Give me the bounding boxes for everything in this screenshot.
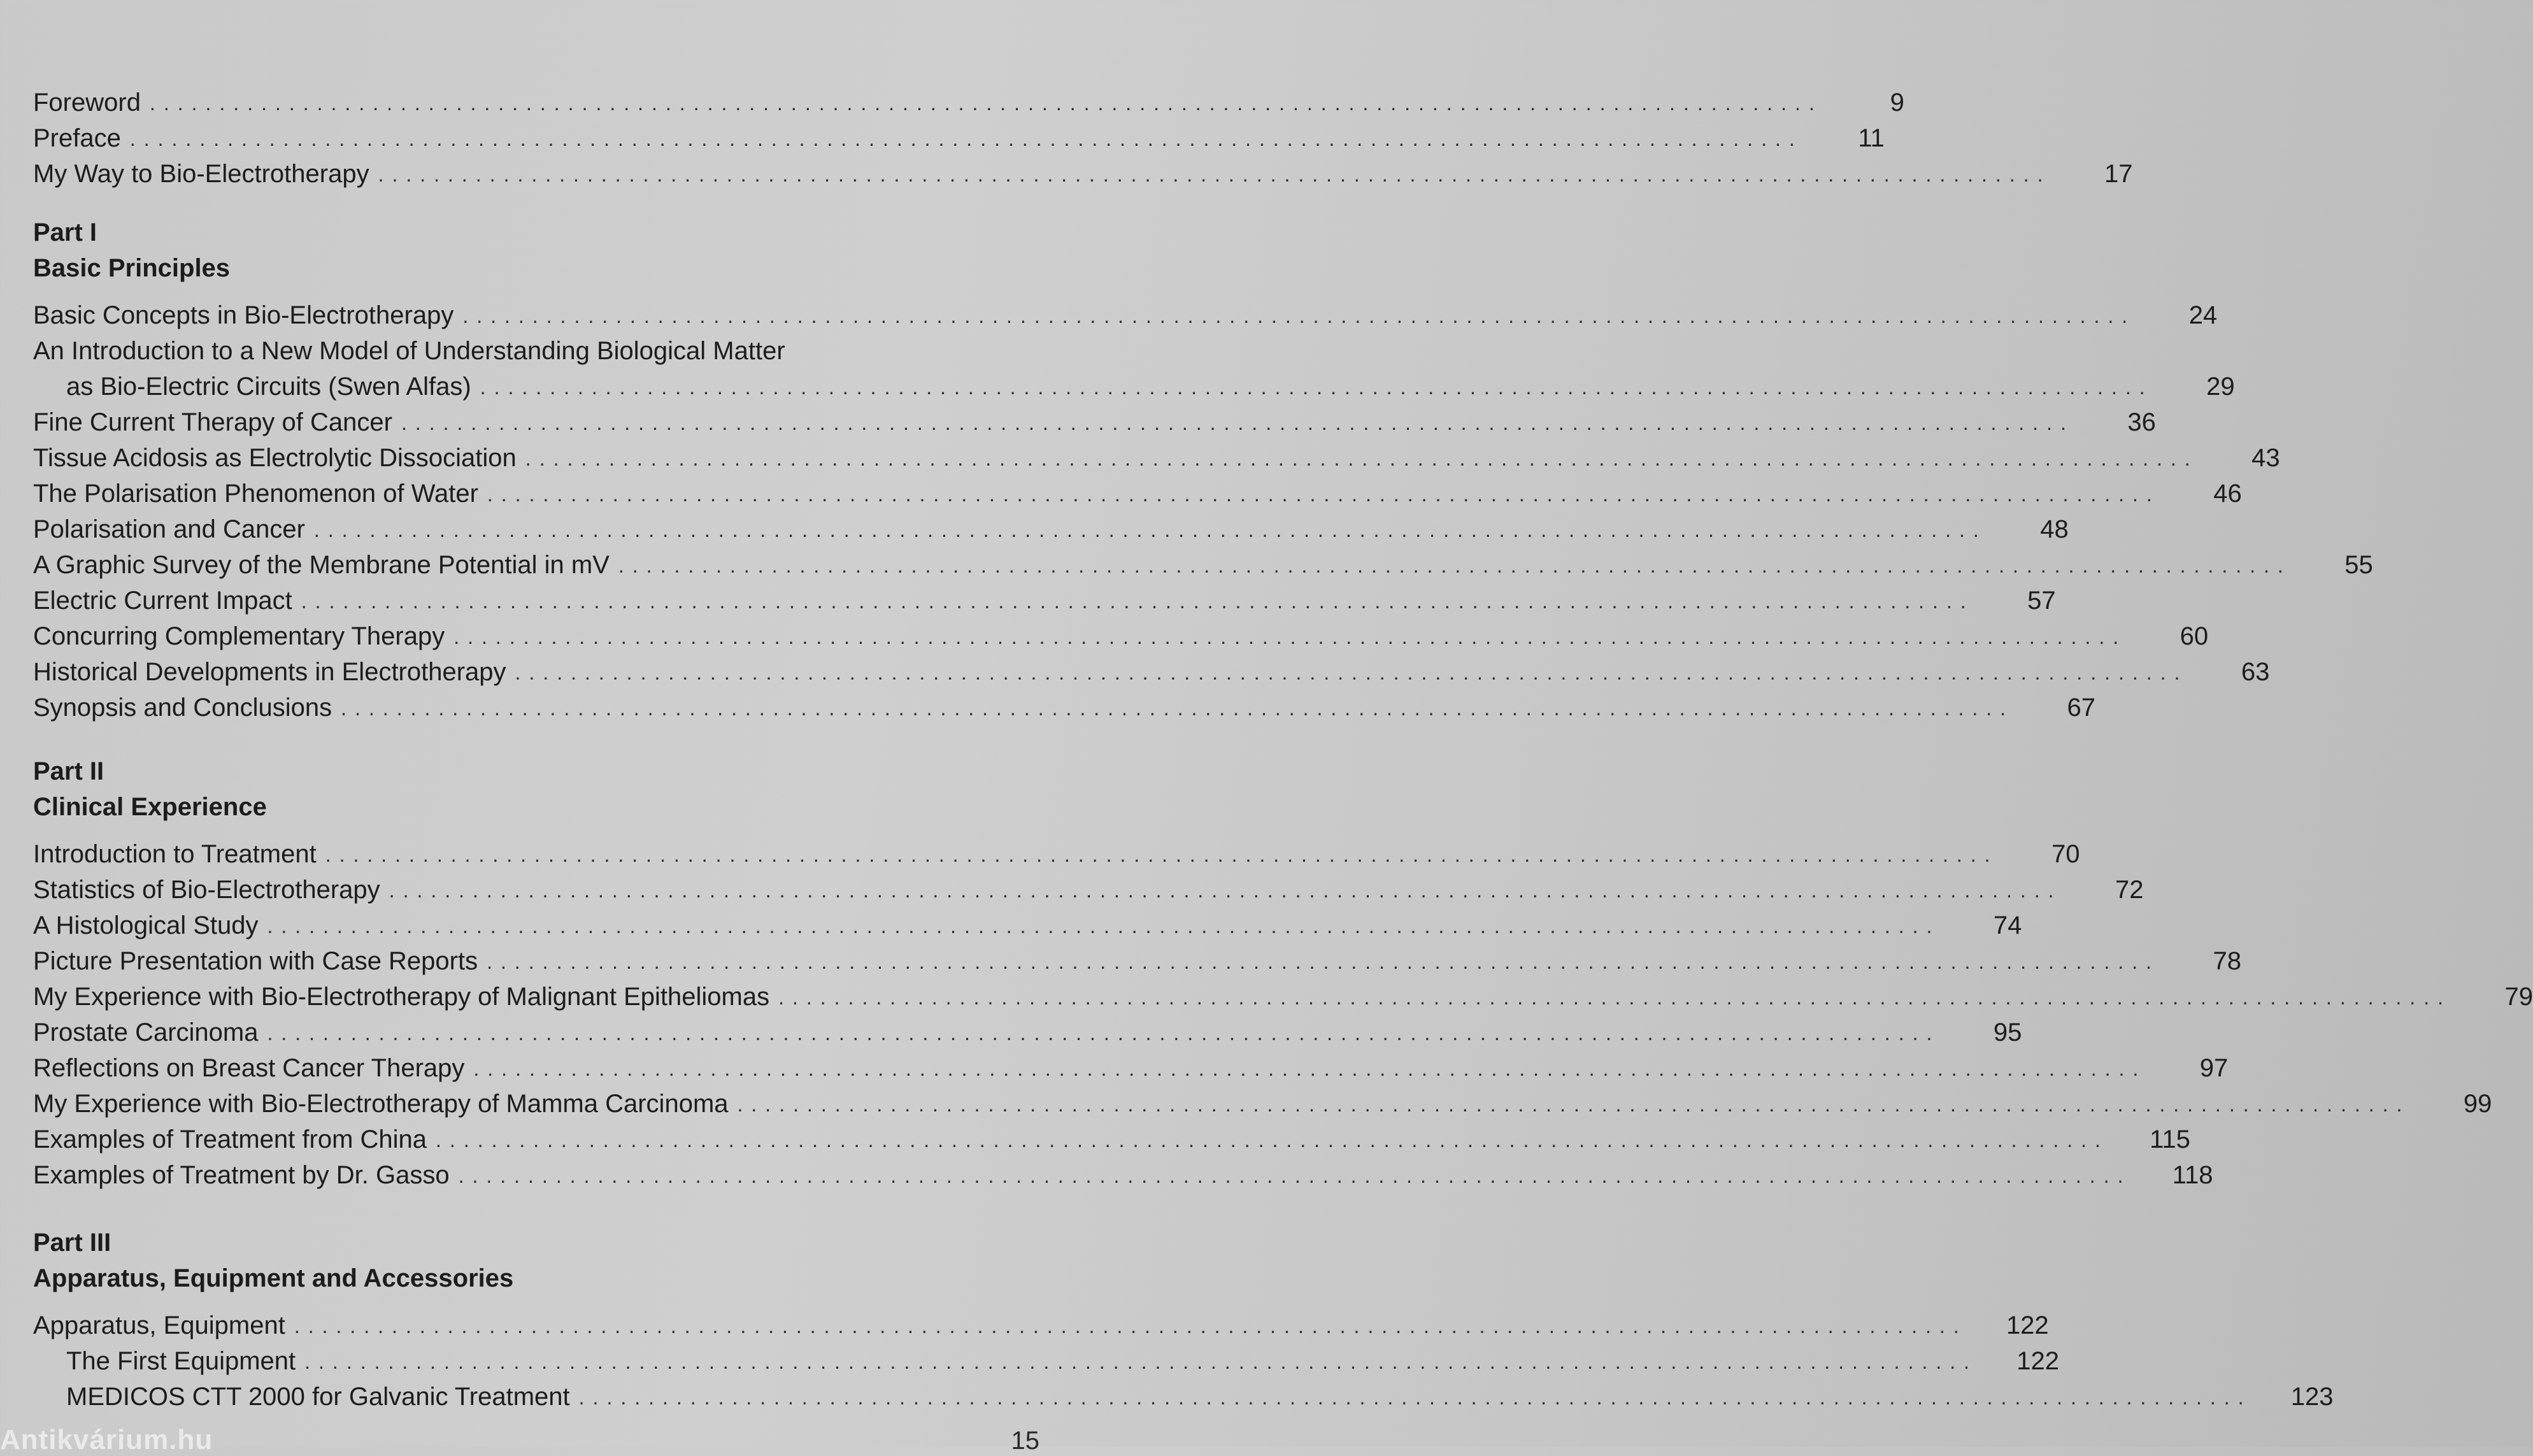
entry-title: A Histological Study [33,911,259,939]
watermark: Antikvárium.hu [0,1424,213,1455]
toc-entry[interactable] [33,977,2533,1013]
entry-title: MEDICOS CTT 2000 for Galvanic Treatment [66,1383,570,1411]
entry-page: 9 [1890,89,1904,117]
toc-entry[interactable] [33,296,2218,331]
toc-entry[interactable] [33,331,794,367]
leader-dots: ........................................................................................................................ [313,518,1987,541]
entry-page: 63 [2241,658,2270,686]
toc-entry[interactable] [33,870,2144,906]
entry-title: The Polarisation Phenomenon of Water [33,480,478,508]
leader-dots: ........................................................................................................................ [301,590,1974,613]
leader-dots: ........................................................................................................................ [473,1057,2147,1080]
entry-title: Synopsis and Conclusions [33,694,332,722]
leader-dots: ........................................................................................................................ [618,554,2292,577]
toc-entry-preface[interactable] [33,118,1885,154]
toc-entry[interactable] [33,1013,2022,1048]
toc-entry[interactable] [33,652,2270,688]
leader-dots: ........................................................................................................................ [525,447,2199,470]
entry-title: Examples of Treatment by Dr. Gasso [33,1161,450,1189]
entry-title: Picture Presentation with Case Reports [33,947,478,975]
leader-dots: ........................................................................................................................ [378,163,2051,186]
entry-page: 78 [2213,947,2241,975]
leader-dots: ........................................................................................................................ [267,1022,1941,1045]
entry-page: 74 [1993,911,2022,939]
entry-title: Polarisation and Cancer [33,515,305,543]
entry-page: 55 [2344,551,2373,579]
entry-title: My Experience with Bio-Electrotherapy of Malignant Epitheliomas [33,983,770,1011]
leader-dots: ........................................................................................................................ [487,483,2160,506]
entry-page: 43 [2251,444,2280,472]
toc-entry[interactable] [33,1120,2190,1155]
part3-name: Apparatus, Equipment and Accessories [33,1264,514,1292]
entry-page: 11 [1858,124,1885,152]
toc-entry[interactable] [33,545,2373,581]
part2-label: Part II [33,757,104,785]
toc-entry[interactable] [33,1306,2049,1341]
entry-page: 29 [2206,373,2235,401]
entry-title: as Bio-Electric Circuits (Swen Alfas) [66,373,471,401]
entry-page: 118 [2172,1161,2213,1189]
leader-dots: ........................................................................................................................ [389,879,2062,902]
entry-title: Tissue Acidosis as Electrolytic Dissociation [33,444,517,472]
leader-dots: ........................................................................................................................ [129,127,1803,150]
entry-title: Electric Current Impact [33,587,292,615]
folio-number: 15 [1011,1427,1039,1455]
leader-dots: ........................................................................................................................ [325,843,1999,866]
toc-entry[interactable] [33,438,2280,474]
entry-title: My Way to Bio-Electrotherapy [33,160,369,188]
entry-page: 36 [2127,408,2156,436]
entry-page: 123 [2290,1383,2334,1411]
entry-title: Examples of Treatment from China [33,1125,427,1153]
entry-title: The First Equipment [66,1347,296,1375]
entry-title: Reflections on Breast Cancer Therapy [33,1054,465,1082]
toc-entry[interactable] [33,941,2241,977]
entry-page: 115 [2150,1125,2190,1153]
toc-entry[interactable] [66,1341,2060,1377]
entry-title: Preface [33,124,121,152]
toc-entry[interactable] [66,367,2235,403]
entry-page: 99 [2463,1090,2492,1118]
entry-title: Statistics of Bio-Electrotherapy [33,876,380,904]
entry-title: Foreword [33,89,141,117]
toc-entry[interactable] [33,834,2080,870]
leader-dots: ........................................................................................................................ [487,950,2160,973]
leader-dots: ........................................................................................................................ [304,1350,1978,1373]
leader-dots: ........................................................................................................................ [341,697,2015,720]
leader-dots: ........................................................................................................................ [578,1386,2252,1409]
entry-title: Fine Current Therapy of Cancer [33,408,392,436]
entry-page: 60 [2180,622,2209,650]
toc-entry[interactable] [33,403,2156,438]
toc-entry[interactable] [33,1155,2213,1191]
entry-page: 79 [2504,983,2533,1011]
toc-entry[interactable] [33,510,2069,545]
toc-entry-my-way[interactable] [33,154,2133,190]
leader-dots: ........................................................................................................................ [737,1093,2411,1116]
part2-name: Clinical Experience [33,793,267,821]
entry-page: 97 [2199,1054,2229,1082]
toc-entry[interactable] [33,1048,2229,1084]
entry-page: 122 [2016,1347,2060,1375]
entry-page: 95 [1993,1018,2022,1046]
entry-page: 70 [2051,840,2080,868]
leader-dots: ........................................................................................................................ [480,376,2153,399]
part3-label: Part III [33,1229,111,1257]
toc-entry-foreword[interactable] [33,83,1904,118]
entry-title: A Graphic Survey of the Membrane Potential in mV [33,551,610,579]
leader-dots: ........................................................................................................................ [458,1164,2132,1187]
entry-page: 57 [2027,587,2056,615]
entry-page: 17 [2104,160,2133,188]
leader-dots: ........................................................................................................................ [401,411,2074,434]
leader-dots: ........................................................................................................................ [778,986,2451,1009]
entry-title: Apparatus, Equipment [33,1311,285,1339]
entry-page: 122 [2006,1311,2049,1339]
toc-entry[interactable] [33,474,2242,510]
entry-title: Prostate Carcinoma [33,1018,259,1046]
leader-dots: ........................................................................................................................ [294,1315,1967,1338]
toc-entry[interactable] [33,906,2022,941]
entry-title: Concurring Complementary Therapy [33,622,445,650]
entry-title: Introduction to Treatment [33,840,317,868]
entry-page: 24 [2188,301,2218,329]
leader-dots: ........................................................................................................................ [149,92,1823,115]
entry-title: Historical Developments in Electrotherapy [33,658,506,686]
leader-dots: ........................................................................................................................ [462,304,2136,327]
leader-dots: ........................................................................................................................ [436,1129,2109,1152]
entry-page: 48 [2040,515,2069,543]
entry-page: 72 [2115,876,2144,904]
toc-entry[interactable] [33,1084,2492,1120]
part1-label: Part I [33,218,97,246]
entry-page: 46 [2213,480,2242,508]
toc-entry[interactable] [33,617,2209,652]
leader-dots: ........................................................................................................................ [453,625,2127,648]
leader-dots: ........................................................................................................................ [515,661,2188,684]
entry-title: An Introduction to a New Model of Understanding Biological Matter [33,337,785,365]
leader-dots: ........................................................................................................................ [267,915,1941,938]
part1-name: Basic Principles [33,254,231,282]
entry-page: 67 [2067,694,2096,722]
toc-entry[interactable] [66,1377,2334,1413]
entry-title: My Experience with Bio-Electrotherapy of Mamma Carcinoma [33,1090,729,1118]
toc-entry[interactable] [33,581,2056,617]
toc-entry[interactable] [33,688,2096,724]
entry-title: Basic Concepts in Bio-Electrotherapy [33,301,454,329]
